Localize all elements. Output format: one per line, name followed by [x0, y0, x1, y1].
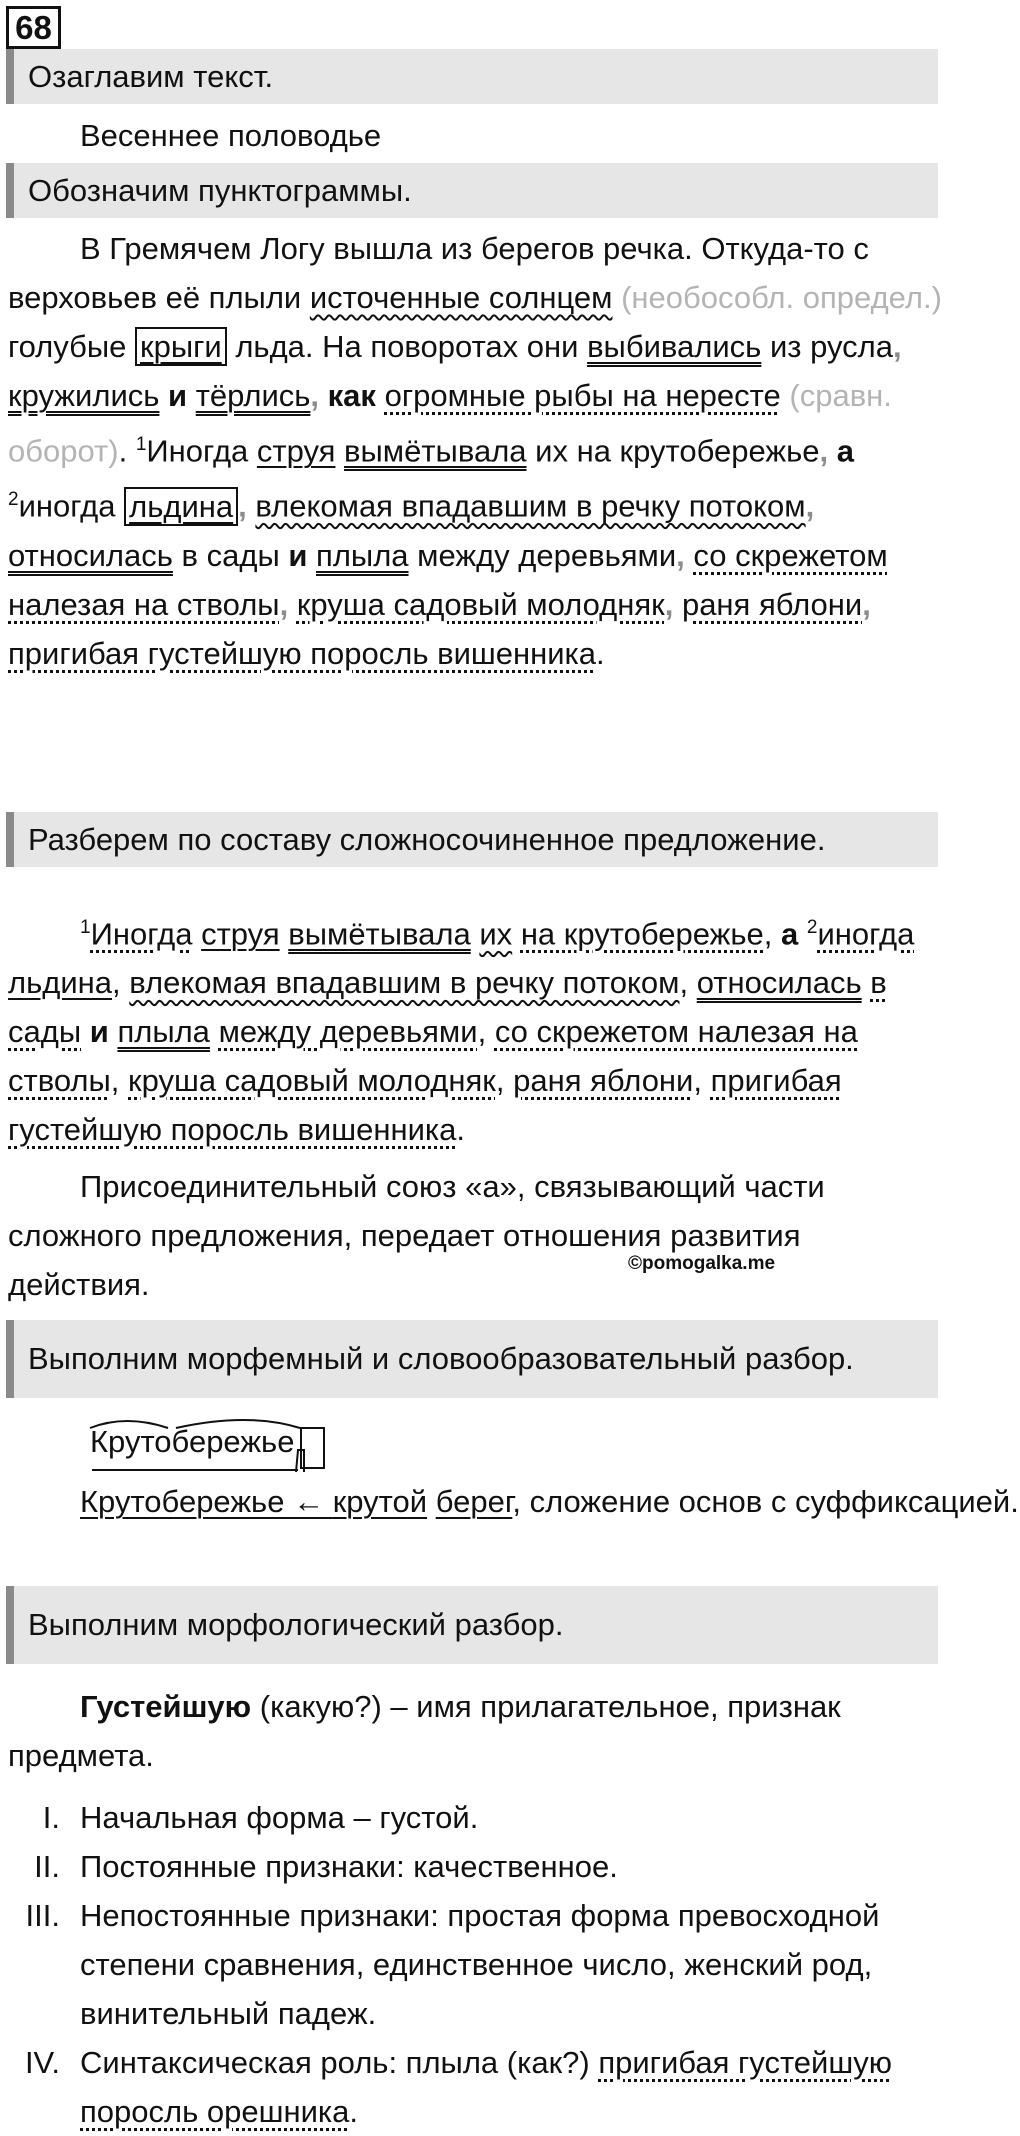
section-header-analysis [6, 812, 938, 867]
subject: струя [256, 433, 336, 469]
adverbial-phrase: круша садовый молодняк [296, 586, 665, 622]
list-item: II. Постоянные признаки: качественное. [34, 1849, 618, 1884]
union-paragraph: Присоединительный союз «а», связывающий части сложного предложения, передает отношения развития действия. [8, 1169, 825, 1302]
section-header-punctuation [6, 163, 938, 218]
exercise-number: 68 [6, 6, 61, 49]
section-header-morphology [6, 1586, 938, 1664]
adverbial-phrase: пригибая густейшую поросль вишенника [8, 635, 597, 671]
list-item: I. Начальная форма – густой. [42, 1800, 479, 1835]
participial-phrase: влекомая впадавшим в речку потоком [255, 488, 806, 524]
list-item: IV. Синтаксическая роль: плыла (как?) пригибая густейшую поросль орешника. [24, 2045, 892, 2129]
adverbial-phrase: со скрежетом налезая на стволы [8, 537, 888, 622]
subject-box: льдина [124, 487, 238, 526]
analysis-paragraph: $^1$Иногда струя вымётывала их на крутобережье, а $^2$иногда льдина, влекомая впадавшим в речку потоком, относилась в сады и плыла между деревьями, со скрежетом налезая на стволы, круша садовый молодняк, раня яблони, пригибая густейшую поросль вишенника. [8, 916, 915, 1148]
watermark: ©pomogalka.me [628, 1253, 776, 1274]
note: (сравн. оборот) [8, 378, 892, 469]
note: (необособл. определ.) [621, 280, 942, 315]
subject-box: крыги [135, 327, 227, 366]
predicate: относилась [8, 537, 173, 573]
predicate: кружились [8, 378, 160, 413]
morpheme-diagram [88, 1410, 388, 1480]
header-label: Обозначим пунктограммы. [28, 172, 412, 208]
section-header-morpheme [6, 1320, 938, 1398]
adverbial-phrase: раня яблони [681, 586, 863, 622]
predicate: плыла [316, 537, 409, 573]
morphology-intro: Густейшую (какую?) – имя прилагательное, признак предмета. [8, 1689, 841, 1773]
morpheme-word: Крутобережье [90, 1424, 295, 1459]
section-header-title [6, 49, 938, 104]
header-label: Выполним морфемный и словообразовательный разбор. [28, 1341, 854, 1376]
list-item: III. Непостоянные признаки: простая форма превосходной степени сравнения, единственное число, женский род, винительный падеж. [25, 1898, 880, 2031]
comparison-phrase: огромные рыбы на нересте [384, 378, 781, 413]
predicate: тёрлись [195, 378, 311, 413]
predicate: выбивались [587, 329, 762, 364]
punctuation-paragraph: В Гремячем Логу вышла из берегов речка. Откуда-то с верховьев её плыли источенные солнцем (необособл. определ.) голубые крыги льда. На поворотах они выбивались из русла, кружились и тёрлись, как огромные рыбы на нересте (сравн. оборот). $^1$Иногда струя вымётывала их на крутобережье, а $^2$иногда льдина , влекомая впадавшим в речку потоком, относилась в сады и плыла между деревьями, со скрежетом налезая на стволы, круша садовый молодняк, раня яблони, пригибая густейшую поросль вишенника. [8, 231, 942, 671]
header-label: Озаглавим текст. [28, 58, 274, 94]
header-label: Разберем по составу сложносочиненное предложение. [28, 821, 826, 857]
derivation-paragraph: Крутобережье ← крутой берег, сложение основ с суффиксацией. [80, 1484, 1019, 1519]
participial-phrase: источенные солнцем [309, 280, 613, 315]
predicate: вымётывала [344, 433, 527, 469]
header-label: Выполним морфологический разбор. [28, 1607, 564, 1642]
text-title: Весеннее половодье [80, 118, 382, 153]
